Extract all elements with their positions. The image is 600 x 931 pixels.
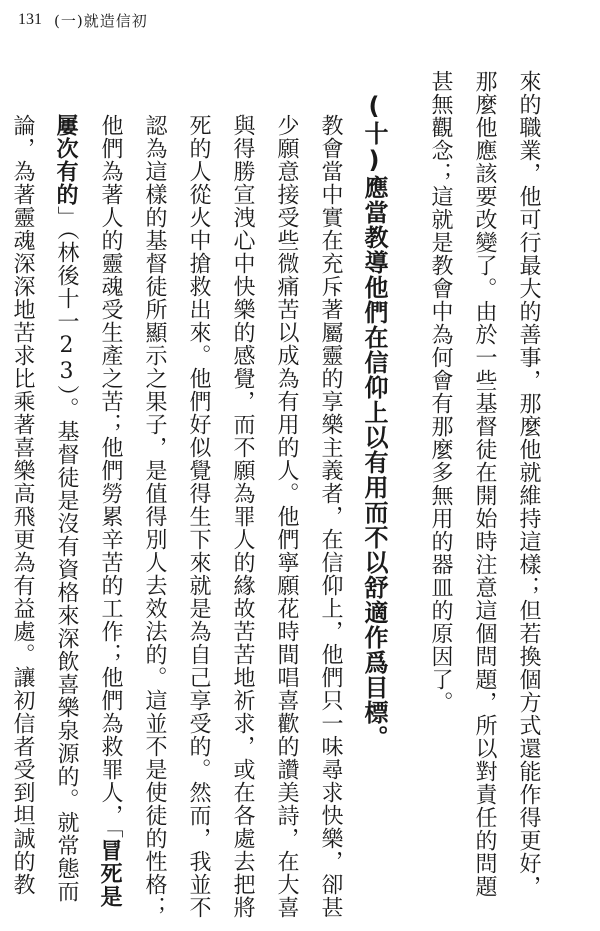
paragraph-continuation: 來的職業，他可行最大的善事，那麼他就維持這樣；但若換個方式還能作得更好，那麼他應該要改變了。由於一些基督徒在開始時注意這個問題，所以對責任的問題甚無觀念；這就是教會中為何會有那麼多無用的器皿的原因了。 bbox=[428, 70, 541, 898]
vertical-text-body bbox=[0, 70, 550, 920]
paragraph-main bbox=[0, 70, 352, 920]
paragraph-main-part-b: 」（林後十一23）。基督徒是沒有資格來深飲喜樂泉源的。就常態而論，為著靈魂深深地苦求比乘著喜樂高飛更為有益處。讓初信者受到坦誠的教 bbox=[10, 114, 79, 903]
running-title: (一)就造信初 bbox=[54, 11, 148, 30]
page-number: 131 bbox=[18, 11, 42, 28]
paragraph-main-part-a: 教會當中實在充斥著屬靈的享樂主義者，在信仰上，他們只一味尋求快樂，卻甚少願意接受些微痛苦以成為有用的人。他們寧願花時間唱喜歡的讚美詩，在大喜與得勝宣洩心中快樂的感覺，而不願為罪人的緣故苦苦地祈求，或在各處去把將死的人從火中搶救出來。他們好似覺得生下來就是為自己享受的。然而，我並不認為這樣的基督徒所顯示之果子，是值得別人去效法的。這並不是使徒的性格；他們為著人的靈魂受生產之苦；他們勞累辛苦的工作；他們為救罪人，「 bbox=[98, 114, 343, 919]
section-heading: (十)應當教導他們在信仰上以有用而不以舒適作爲目標。 bbox=[360, 92, 388, 750]
quoted-emphasis: 冒死是屢次有的 bbox=[53, 114, 123, 908]
page-header bbox=[18, 8, 148, 32]
